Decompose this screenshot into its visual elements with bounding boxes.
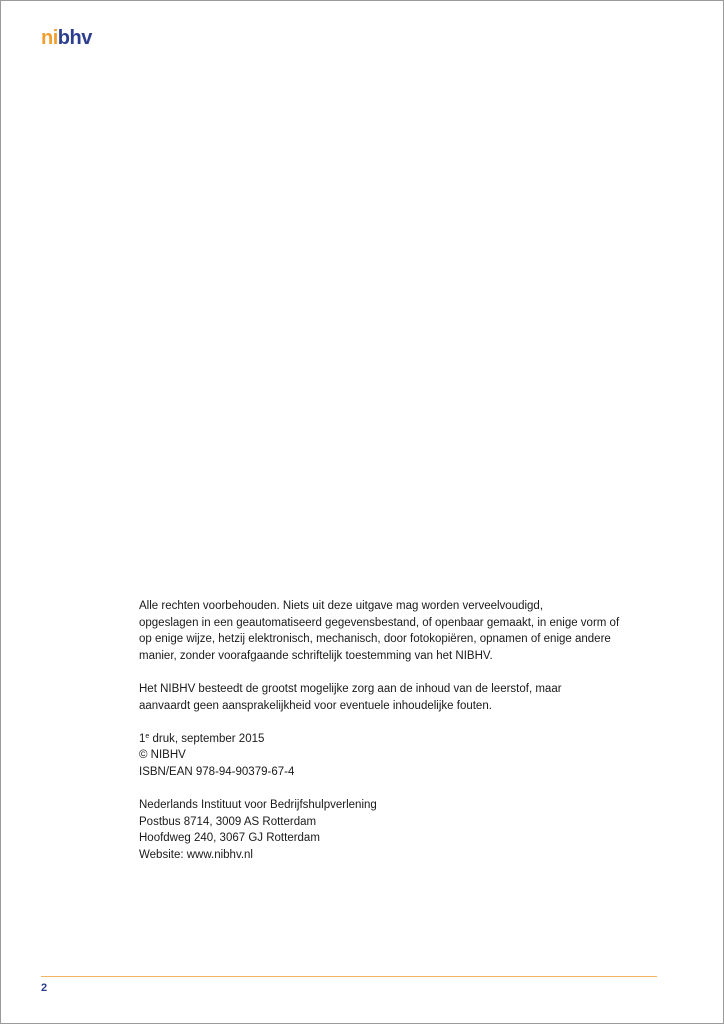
copyright-line: © NIBHV — [139, 749, 186, 762]
logo-part-ni: ni — [41, 27, 58, 49]
text-line: Alle rechten voorbehouden. Niets uit deze uitgave mag worden verveelvoudigd, — [139, 600, 544, 612]
page-number: 2 — [41, 982, 48, 994]
visiting-address: Hoofdweg 240, 3067 GJ Rotterdam — [139, 832, 320, 845]
text-line: opgeslagen in een geautomatiseerd gegevensbestand, of openbaar gemaakt, in enige vorm of — [139, 616, 620, 629]
text-line: aanvaardt geen aansprakelijkheid voor eventuele inhoudelijke fouten. — [139, 699, 492, 712]
edition-superscript: e — [145, 732, 150, 740]
address-block — [139, 797, 659, 863]
text-line: Het NIBHV besteedt de grootst mogelijke zorg aan de inhoud van de leerstof, maar — [139, 682, 562, 695]
postal-address: Postbus 8714, 3009 AS Rotterdam — [139, 815, 317, 828]
colophon-text — [139, 598, 659, 880]
edition-block — [139, 731, 659, 781]
nibhv-logo — [41, 28, 92, 48]
organisation-name: Nederlands Instituut voor Bedrijfshulpverlening — [139, 799, 377, 812]
text-line: manier, zonder voorafgaande schriftelijk toestemming van het NIBHV. — [139, 649, 493, 662]
disclaimer-paragraph — [139, 681, 659, 714]
footer-divider — [41, 976, 657, 977]
rights-paragraph — [139, 598, 659, 664]
website-line: Website: www.nibhv.nl — [139, 848, 253, 861]
edition-date: druk, september 2015 — [149, 732, 265, 745]
logo-part-bhv: bhv — [57, 27, 92, 49]
edition-number: 1 — [139, 732, 146, 745]
edition-line — [139, 731, 659, 748]
isbn-line: ISBN/EAN 978-94-90379-67-4 — [139, 765, 295, 778]
text-line: op enige wijze, hetzij elektronisch, mechanisch, door fotokopiëren, opnamen of enige andere — [139, 633, 611, 646]
